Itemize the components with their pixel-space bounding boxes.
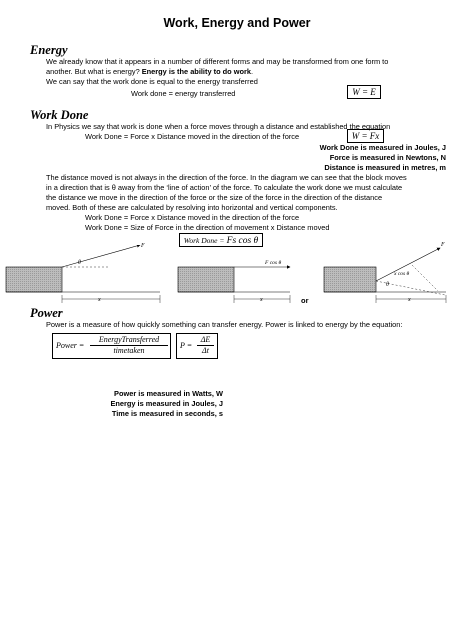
diagram-1-label-theta: θ [78,260,81,266]
diagram-3-label-xcos: x cos θ [394,271,410,277]
energy-equation-text: Work done = energy transferred [131,89,236,98]
force-arrow-1 [62,245,140,267]
energy-equation-box: W = E [347,85,381,99]
distance-unit-text: Distance is measured in metres, m [324,163,446,172]
block-1 [6,267,62,292]
energy-heading: Energy [30,43,68,57]
diagram-1-label-x: x [98,297,101,303]
power-heading: Power [30,306,63,320]
or-label: or [301,296,309,305]
power-unit-text: Power is measured in Watts, W [114,389,223,398]
power-symbol-eq-numerator: ΔE [197,335,214,346]
force-unit-text: Force is measured in Newtons, N [329,153,446,162]
diagram-1 [6,245,160,303]
dashed-perpendicular [412,265,438,291]
work-done-line-6: Work Done = Size of Force in the direction of movement x Distance moved [85,223,330,232]
block-2 [178,267,234,292]
energy-line-2: another. But what is energy? Energy is the ability to do work. [46,67,254,76]
work-done-line-5: Work Done = Force x Distance moved in the direction of the force [85,213,300,222]
energy-unit-text: Energy is measured in Joules, J [110,399,223,408]
diagram-3-label-f: F [441,242,445,248]
work-done-equation-box: W = Fx [347,129,384,143]
power-symbol-eq-lhs: P = [180,341,193,350]
work-done-cos-equation-box: Work Done = Fs cos θ [179,233,263,247]
diagram-2-label-fcos: F cos θ [265,260,282,266]
power-line-1: Power is a measure of how quickly something can transfer energy. Power is linked to energy by the equation: [46,320,403,329]
power-eq-denominator: timetaken [113,346,145,355]
diagram-3-label-x: x [408,297,411,303]
diagram-1-label-f: F [141,243,145,249]
diagram-3-label-theta: θ [386,282,389,288]
work-done-line-1: In Physics we say that work is done when a force moves through a distance and established the equation [46,122,391,131]
energy-line-3: We can say that the work done is equal to the energy transferred [46,77,258,86]
work-done-para-3: the distance we move in the direction of the force or the size of the force in the direction of the distance [46,193,383,202]
diagram-2-label-x: x [260,297,263,303]
work-done-para-1: The distance moved is not always in the direction of the force. In the diagram we can see that the block moves [46,173,407,182]
time-unit-text: Time is measured in seconds, s [111,409,223,418]
power-eq-numerator: EnergyTransferred [90,335,168,346]
power-symbol-equation-box [176,333,218,359]
work-unit-text: Work Done is measured in Joules, J [319,143,446,152]
diagram-3 [324,248,446,303]
power-eq-lhs: Power = [56,341,85,350]
work-done-para-2: in a direction that is θ away from the ‘line of action’ of the force. To calculate the work done we must calculate [46,183,403,192]
power-equation-box [52,333,171,359]
work-done-heading: Work Done [30,108,89,122]
work-done-para-4: moved. Both of these are calculated by resolving into horizontal and vertical components. [46,203,338,212]
diagram-2 [178,267,290,303]
work-done-equation-text: Work Done = Force x Distance moved in the direction of the force [85,132,300,141]
page-title: Work, Energy and Power [163,16,311,30]
block-3 [324,267,376,292]
power-symbol-eq-denominator: Δt [202,346,209,355]
energy-line-1: We already know that it appears in a number of different forms and may be transformed from one form to [46,57,389,66]
